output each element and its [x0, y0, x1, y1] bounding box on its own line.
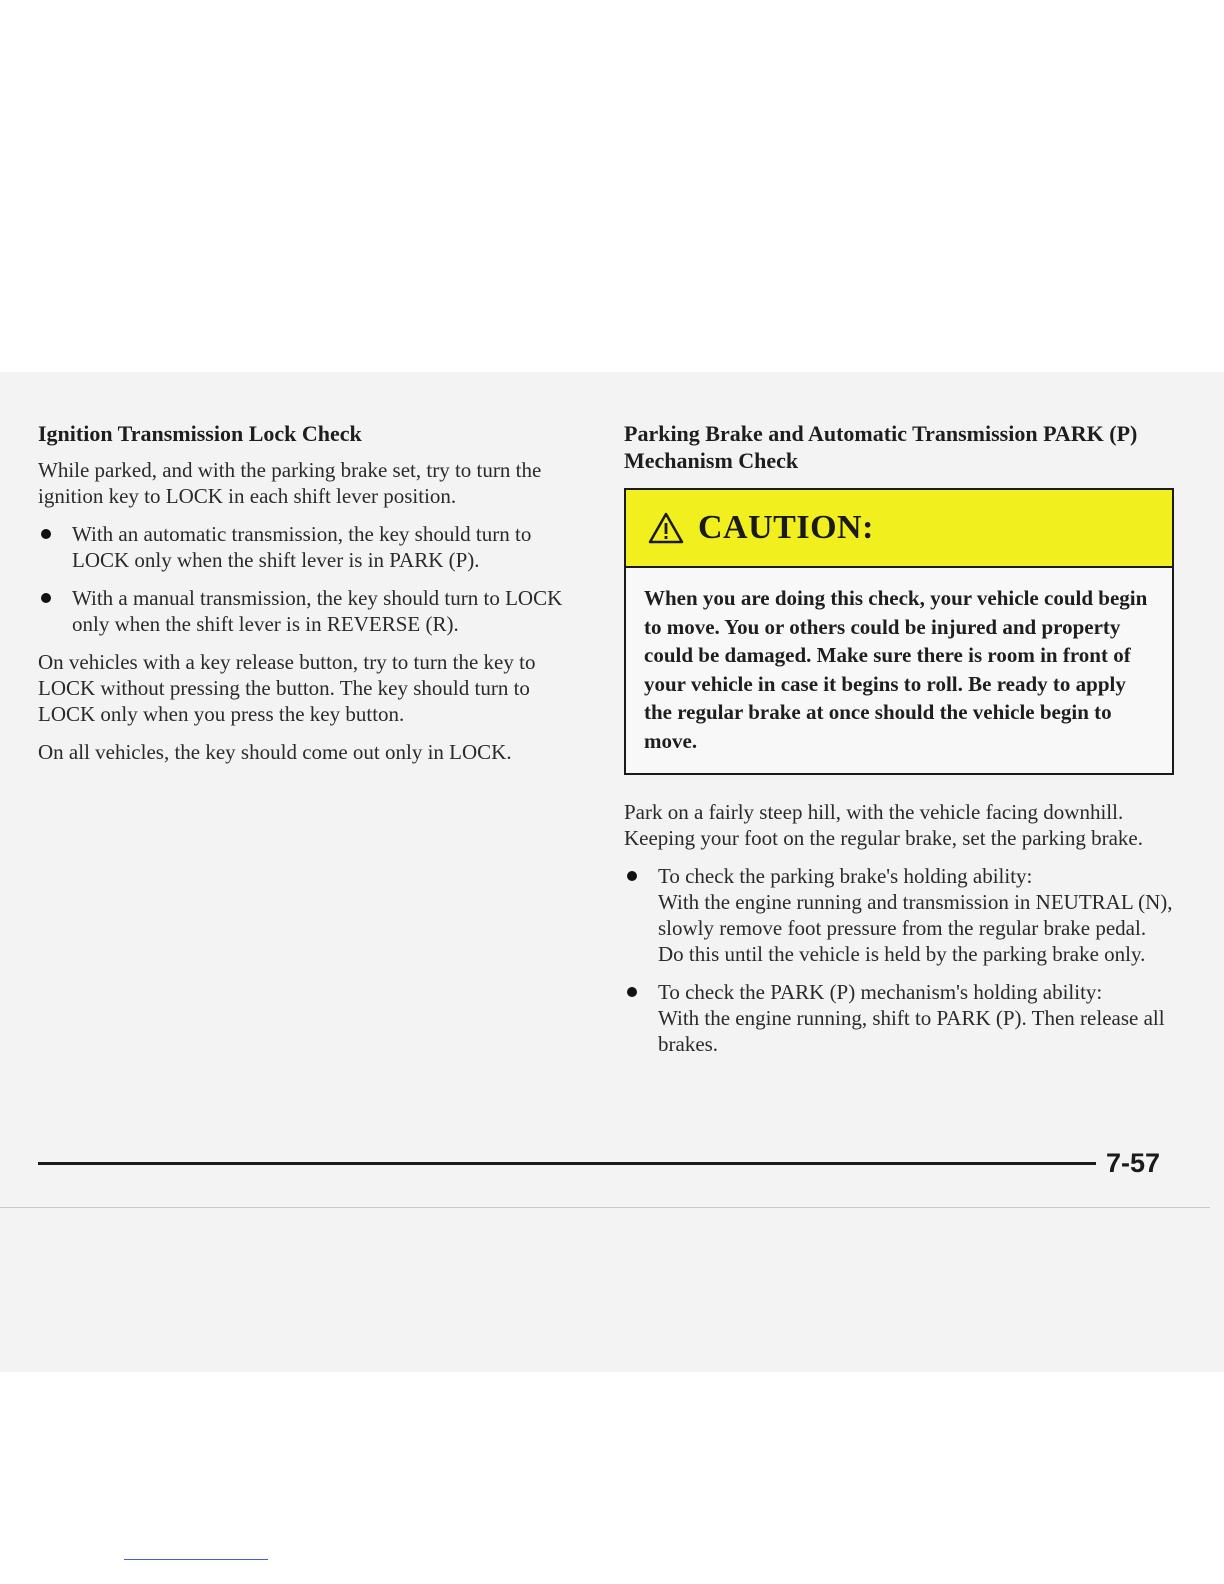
- list-item: To check the PARK (P) mechanism's holding ability: With the engine running, shift to PARK (P). Then release all brakes.: [624, 979, 1174, 1057]
- caution-box: [624, 488, 1174, 775]
- list-item: To check the parking brake's holding ability: With the engine running and transmission in NEUTRAL (N), slowly remove foot pressure from the regular brake pedal. Do this until the vehicle is held by the parking brake only.: [624, 863, 1174, 967]
- ignition-bullets: [38, 521, 586, 637]
- bullet-icon: [41, 529, 51, 539]
- all-vehicles-paragraph: On all vehicles, the key should come out only in LOCK.: [38, 740, 512, 764]
- left-column: [38, 420, 586, 777]
- caution-header: [626, 490, 1172, 568]
- caution-title: CAUTION:: [698, 509, 874, 546]
- ignition-lock-heading: Ignition Transmission Lock Check: [38, 421, 362, 446]
- warning-triangle-icon: [648, 512, 684, 544]
- bullet-icon: [41, 593, 51, 603]
- parking-bullets: [624, 863, 1174, 1057]
- parking-intro: Park on a fairly steep hill, with the vehicle facing downhill. Keeping your foot on the regular brake, set the parking brake.: [624, 800, 1143, 850]
- list-item: With a manual transmission, the key should turn to LOCK only when the shift lever is in REVERSE (R).: [38, 585, 586, 637]
- key-release-paragraph: On vehicles with a key release button, try to turn the key to LOCK without pressing the button. The key should turn to LOCK only when you press the key button.: [38, 650, 536, 726]
- list-item: With an automatic transmission, the key should turn to LOCK only when the shift lever is in PARK (P).: [38, 521, 586, 573]
- right-column: [624, 420, 1174, 1069]
- page-number: 7-57: [1106, 1148, 1161, 1178]
- parking-brake-heading: Parking Brake and Automatic Transmission PARK (P) Mechanism Check: [624, 421, 1138, 473]
- bullet-icon: [627, 871, 637, 881]
- divider: [124, 1559, 268, 1560]
- divider: [0, 1207, 1210, 1208]
- bullet-icon: [627, 987, 637, 997]
- ignition-intro: While parked, and with the parking brake set, try to turn the ignition key to LOCK in each shift lever position.: [38, 458, 542, 508]
- caution-text: When you are doing this check, your vehicle could begin to move. You or others could be injured and property could be damaged. Make sure there is room in front of your vehicle in case it begins to roll. Be ready to apply the regular brake at once should the vehicle begin to move.: [644, 586, 1148, 753]
- footer-rule: [38, 1162, 1096, 1165]
